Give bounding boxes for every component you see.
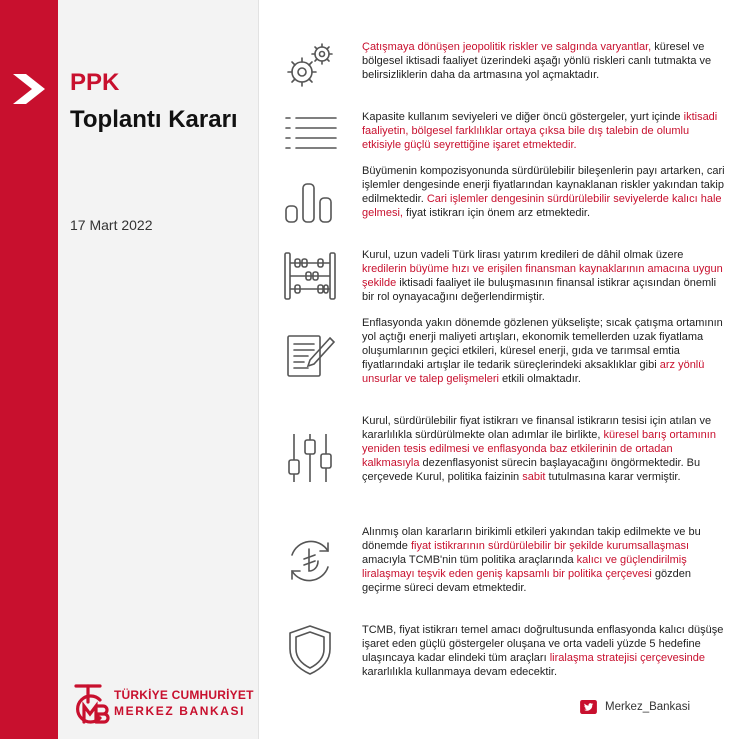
meeting-date: 17 Mart 2022 [70, 217, 153, 233]
list-icon [282, 106, 338, 162]
body-text: TCMB, fiyat istikrarı temel amacı doğrultusunda enflasyonda kalıcı düşüşe işaret eden güçlü göstergeler oluşana ve orta vadeli yüzde 5 hedefine ulaşıncaya kadar elindeki tüm araçları [362, 624, 724, 664]
body-text: Enflasyonda yakın dönemde gözlenen yükselişte; sıcak çatışma ortamının yol açtığı enerji maliyeti artışları, ekonomik temellerden uzak fiyatlama oluşumlarının geçici etkileri, küresel enerji, gıda ve tarımsal emtia fiyatlarındaki artışlar ile tedarik süreçlerindeki aksaklıklar gibi [362, 317, 723, 371]
body-text: Kapasite kullanım seviyeleri ve diğer öncü göstergeler, yurt içinde [362, 111, 684, 123]
paragraph-5 [362, 316, 727, 386]
chevron-right-icon [13, 74, 45, 104]
logo-line-2: MERKEZ BANKASI [114, 704, 246, 718]
panel-divider [258, 0, 259, 739]
document-pen-icon [282, 328, 338, 384]
title-highlight: PPK [70, 69, 120, 96]
page-title: Toplantı Kararı [70, 106, 238, 133]
paragraph-6 [362, 414, 727, 484]
body-text: iktisadi faaliyet ile buluşmasının finansal istikrar açısından önemli bir rol oynayacağını değerlendirmiştir. [362, 277, 717, 303]
sliders-icon [282, 430, 338, 486]
highlighted-text: arz yönlü unsurlar ve talep gelişmeleri [362, 359, 705, 385]
body-text: etkili olmaktadır. [498, 373, 581, 385]
highlighted-text: fiyat istikrarının sürdürülebilir bir şekilde kurumsallaşması [410, 540, 690, 552]
paragraph-7 [362, 525, 727, 595]
highlighted-text: Cari işlemler dengesinin sürdürülebilir seviyelerde kalıcı hale gelmesi, [362, 193, 722, 219]
twitter-icon [580, 700, 597, 714]
highlighted-text: iktisadi faaliyetin, bölgesel farklılıklar ortaya çıksa bile dış talebin de olumlu etkisiyle güçlü seyrettiğine işaret etmektedir. [362, 111, 718, 151]
gears-icon [282, 40, 338, 96]
lira-cycle-icon [282, 533, 338, 589]
highlighted-text: kredilerin büyüme hızı ve erişilen finansman kaynaklarının amacına uygun şekilde [362, 263, 723, 289]
highlighted-text: liralaşma stratejisi çerçevesinde [549, 652, 705, 664]
paragraph-4 [362, 248, 727, 304]
tcmb-logo [70, 680, 254, 726]
body-text: tutulmasına karar vermiştir. [545, 471, 681, 483]
highlighted-text: küresel barış ortamının yeniden tesis edilmesi ve enflasyonda baz etkilerinin de ortadan kalkmasıyla [362, 429, 716, 469]
body-text: dezenflasyonist sürecin başlayacağını öngörmektedir. Bu çerçevede Kurul, politika faizinin [362, 457, 701, 483]
body-text: Kurul, uzun vadeli Türk lirası yatırım kredileri de dâhil olmak üzere [362, 249, 684, 261]
highlighted-text: kalıcı ve güçlendirilmiş liralaşmayı teşvik eden geniş kapsamlı bir politika çerçevesi [362, 554, 687, 580]
paragraph-1 [362, 40, 727, 82]
twitter-link[interactable] [580, 700, 690, 714]
body-text: Büyümenin kompozisyonunda sürdürülebilir bileşenlerin payı artarken, cari işlemler dengesinde enerji fiyatlarından kaynaklanan riskler yakından takip edilmektedir. [362, 165, 725, 205]
highlighted-text: sabit [522, 471, 546, 483]
twitter-handle[interactable]: Merkez_Bankasi [605, 701, 691, 713]
logo-line-1: TÜRKİYE CUMHURİYET [114, 688, 254, 702]
paragraph-2 [362, 110, 727, 152]
body-text: küresel ve bölgesel iktisadi faaliyet üzerindeki aşağı yönlü riskleri canlı tutmakta ve belirsizliklerin daha da artmasına yol açmaktadır. [362, 41, 712, 81]
shield-icon [282, 622, 338, 678]
paragraph-3 [362, 164, 727, 220]
bar-chart-icon [282, 172, 338, 228]
body-text: kararlılıkla kullanmaya devam edecektir. [362, 666, 558, 678]
highlighted-text: Çatışmaya dönüşen jeopolitik riskler ve salgında varyantlar, [362, 41, 652, 53]
body-text: Alınmış olan kararların birikimli etkileri yakından takip edilmekte ve bu dönemde [362, 526, 701, 552]
body-text: amacıyla TCMB'nin tüm politika araçlarında [362, 554, 577, 566]
abacus-icon [282, 249, 338, 305]
tcmb-monogram-icon [70, 680, 110, 726]
body-text: Kurul, sürdürülebilir fiyat istikrarı ve finansal istikrarın tesisi için atılan ve kararlılıkla sürdürülmekte olan adımlar ile birlikte, [362, 415, 712, 441]
paragraph-8 [362, 623, 727, 679]
body-text: fiyat istikrarı için önem arz etmektedir. [402, 207, 591, 219]
red-side-bar [0, 0, 58, 739]
body-text: gözden geçirme süreci devam etmektedir. [362, 568, 691, 594]
